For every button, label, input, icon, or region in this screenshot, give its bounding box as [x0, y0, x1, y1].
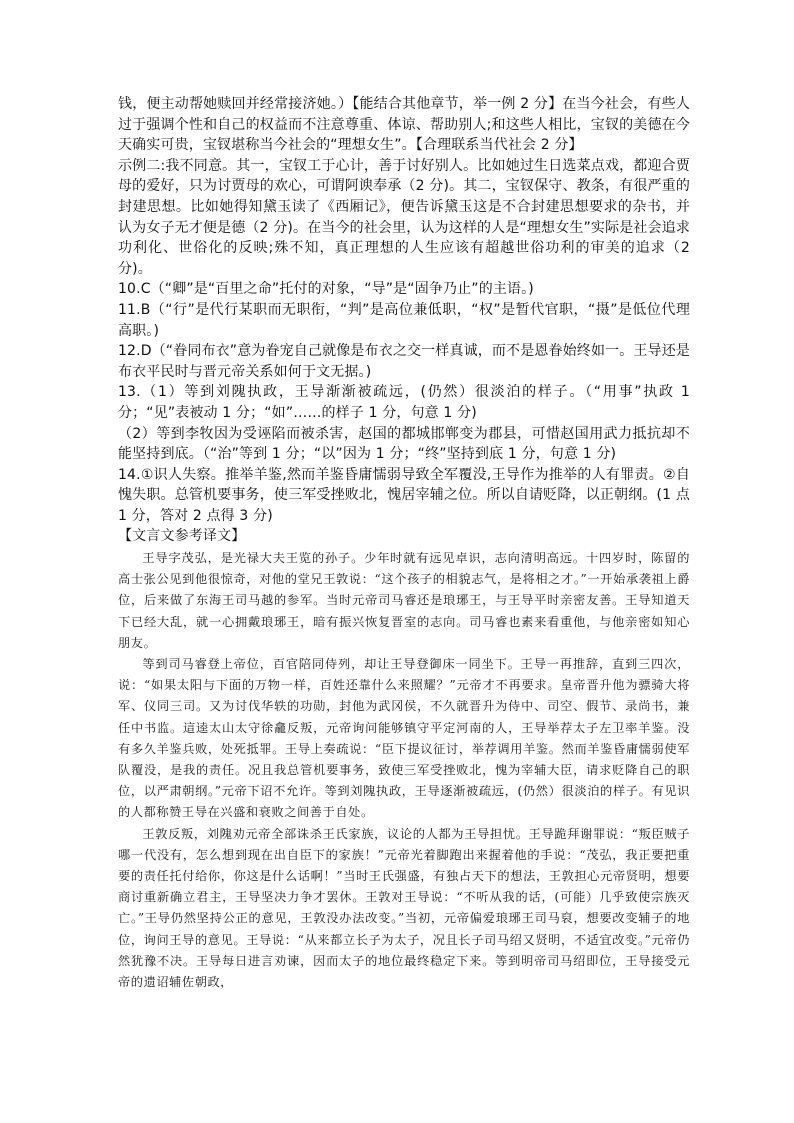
- answer-item-11: 11.B（“行”是代行某职而无职衔，“判”是高位兼低职，“权”是暂代官职，“摄”是低位代理高职。): [118, 301, 690, 339]
- answer-section: [118, 94, 690, 547]
- translation-section: [118, 548, 690, 993]
- translation-paragraph: 等到司马睿登上帝位，百官陪同侍列，却让王导登御床一同坐下。王导一再推辞，直到三四次，说：“如果太阳与下面的万物一样，百姓还靠什么来照耀？”元帝才不再要求。皇帝晋升他为骠骑大将军、仪同三司。又为讨伐华轶的功勋，封他为武冈侯，不久就晋升为侍中、司空、假节、录尚书，兼任中书监。這逵太山太守徐龕反叛，元帝询问能够镇守平定河南的人，王导举荐太子左卫率羊鉴。没有多久羊鉴兵败，处死抵罪。王导上奏疏说：“臣下提议征讨，举荐调用羊鉴。然而羊鉴昏庸懦弱使军队覆没，是我的责任。况且我总管机要事务，致使三军受挫败北，愧为宰辅大臣，请求贬降自己的职位，以严肃朝纲。”元帝下诏不允许。等到刘隗执政，王导逐渐被疏远，(仍然）很淡泊的样子。有见识的人都称赞王导在兴盛和衰败之间善于自处。: [118, 657, 690, 820]
- answer-item-12: 12.D（“眷同布衣”意为眷宠自己就像是布衣之交一样真诚，而不是恩眷始终如一。王导还是布衣平民时与晋元帝关系如何于文无据。): [118, 343, 690, 380]
- answer-item-13-2: （2）等到李牧因为受诬陷而被杀害，赵国的都城邯郸变为郡县，可惜赵国用武力抵抗却不能坚持到底。（“治”等到 1 分；“以”因为 1 分；“终”坚持到底 1 分，句意 1 分): [118, 425, 690, 463]
- translation-paragraph: 王导字茂弘，是光禄大夫王览的孙子。少年时就有远见卓识，志向清明高远。十四岁时，陈留的高士张公见到他很惊奇，对他的堂兄王敦说：“这个孩子的相貌志气，是将相之才。”一开始承袭祖上爵位，后来做了东海王司马越的参军。当时元帝司马睿还是琅琊王，与王导平时亲密友善。王导知道天下已经大乱，就一心拥戴琅琊王，暗有振兴恢复晋室的志向。司马睿也素来看重他，与他亲密如知心朋友。: [118, 551, 690, 650]
- answer-item-13-1: 13.（1）等到刘隗执政，王导渐渐被疏远，(仍然）很淡泊的样子。（“用事”执政 1 分；“见”表被动 1 分；“如”……的样子 1 分，句意 1 分): [118, 384, 690, 421]
- answer-paragraph: 钱，便主动帮她赎回并经常接济她。）【能结合其他章节，举一例 2 分】在当今社会，有些人过于强调个性和自己的权益而不注意尊重、体谅、帮助别人;和这些人相比，宝钗的美德在今天确实可贵，宝钗堪称当今社会的“理想女生”。【合理联系当代社会 2 分】: [118, 96, 690, 154]
- section-heading: 【文言文参考译文】: [118, 528, 246, 545]
- translation-paragraph: 王敦反叛，刘隗劝元帝全部诛杀王氏家族，议论的人都为王导担忧。王导跪拜谢罪说：“叛臣贼子哪一代没有，怎么想到现在出自臣下的家族！”元帝光着脚跑出来握着他的手说：“茂弘，我正要把重要的责任托付给你，你这是什么话啊！”当时王氏强盛，有独占天下的想法，王敦担心元帝贤明，想要商讨重新确立君主，王导坚决力争才罢休。王敦对王导说：“不听从我的话，(可能）几乎致使宗族灭亡。”王导仍然坚持公正的意见，王敦没办法改变。”当初，元帝偏爱琅琊王司马裒，想要改变辅子的地位，询问王导的意见。王导说：“从来都立长子为太子，况且长子司马绍又贤明，不适宜改变。”元帝仍然犹豫不决。王导每日进言劝谏，因而太子的地位最终稳定下来。等到明帝司马绍即位，王导接受元帝的遗诏辅佐朝政，: [118, 826, 690, 990]
- answer-item-10: 10.C（“卿”是“百里之命”托付的对象，“导”是“固争乃止”的主语。): [118, 281, 534, 298]
- answer-item-14: 14.①识人失察。推举羊鉴,然而羊鉴昏庸懦弱导致全军覆没,王导作为推举的人有罪责。②自愧失职。总管机要事务，使三军受挫败北，愧居宰辅之位。所以自请贬降，以正朝纲。(1 点 1 分，答对 2 点得 3 分): [118, 466, 690, 524]
- answer-paragraph: 示例二:我不同意。其一，宝钗工于心计，善于讨好别人。比如她过生日选菜点戏，都迎合贾母的爱好，只为讨贾母的欢心，可谓阿谀奉承（2 分)。其二，宝钗保守、教条，有很严重的封建思想。比如她得知黛玉读了《西厢记》，便告诉黛玉这是不合封建思想要求的杂书，并认为女子无才便是德（2 分)。在当今的社会里，认为这样的人是“理想女生”实际是社会追求功利化、世俗化的反映;殊不知，真正理想的人生应该有超越世俗功利的审美的追求（2 分)。: [118, 157, 690, 277]
